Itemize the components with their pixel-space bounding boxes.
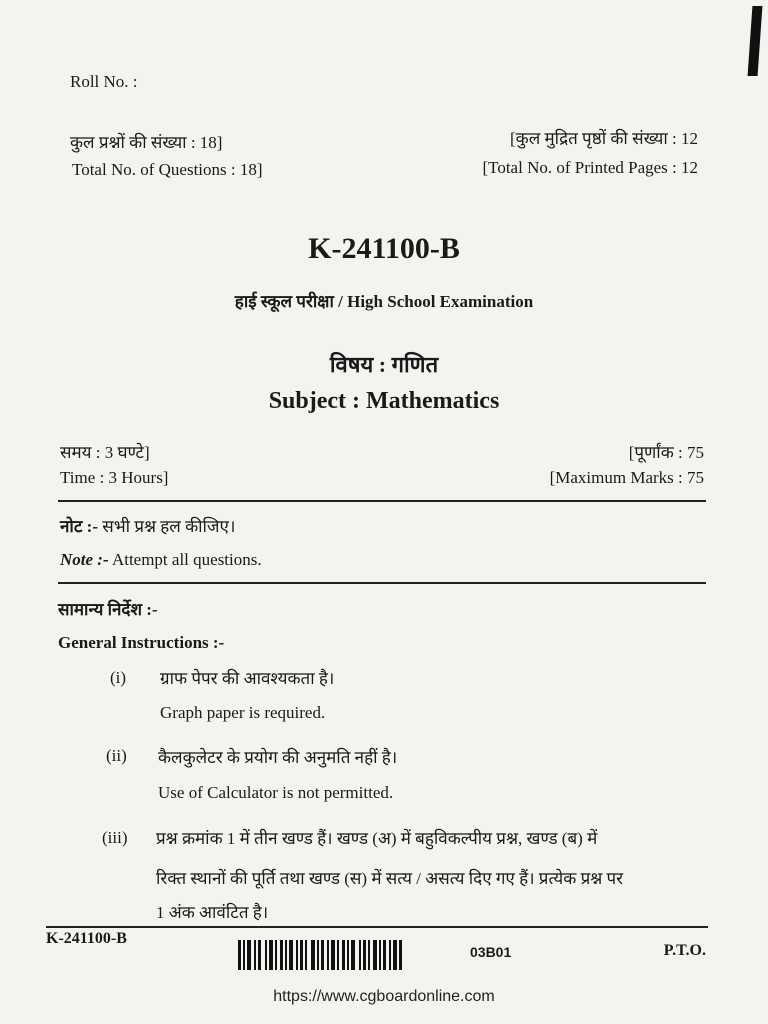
general-heading-english: General Instructions :- <box>58 633 225 652</box>
time-english: Time : 3 Hours] <box>60 468 169 487</box>
paper-code-title: K-241100-B <box>308 232 460 265</box>
total-questions-english: Total No. of Questions : 18] <box>72 160 263 179</box>
divider-top <box>58 500 706 502</box>
printed-pages-english: [Total No. of Printed Pages : 12 <box>482 158 698 177</box>
footer-url: https://www.cgboardonline.com <box>273 988 495 1005</box>
time-hindi: समय : 3 घण्टे] <box>60 443 150 462</box>
marks-hindi: [पूर्णांक : 75 <box>628 443 704 462</box>
pto-label: P.T.O. <box>663 942 706 959</box>
roll-no-label: Roll No. : <box>70 72 138 91</box>
note-label-english: Note :- <box>60 550 109 569</box>
instruction-3-line-3: 1 अंक आवंटित है। <box>156 903 269 922</box>
barcode-code: 03B01 <box>470 944 512 960</box>
note-label-hindi: नोट :- <box>60 517 98 536</box>
instruction-number: (iii) <box>102 828 128 847</box>
general-heading-hindi: सामान्य निर्देश :- <box>58 600 158 619</box>
note-hindi <box>60 514 235 537</box>
instruction-number: (ii) <box>106 746 127 765</box>
instruction-1-english: Graph paper is required. <box>160 703 326 722</box>
footer-paper-code: K-241100-B <box>46 930 127 947</box>
divider-middle <box>58 582 706 584</box>
subject-english: Subject : Mathematics <box>268 388 500 414</box>
divider-footer <box>46 926 708 928</box>
total-questions-hindi: कुल प्रश्नों की संख्या : 18] <box>70 133 223 152</box>
instruction-1-hindi: ग्राफ पेपर की आवश्यकता है। <box>160 669 335 688</box>
marks-english: [Maximum Marks : 75 <box>549 468 704 487</box>
exam-name: हाई स्कूल परीक्षा / High School Examination <box>234 292 534 311</box>
subject-hindi: विषय : गणित <box>329 352 439 377</box>
instruction-3-line-2: रिक्त स्थानों की पूर्ति तथा खण्ड (स) में सत्य / असत्य दिए गए हैं। प्रत्येक प्रश्न पर <box>156 869 624 888</box>
instruction-number: (i) <box>110 668 127 687</box>
instruction-2-english: Use of Calculator is not permitted. <box>158 783 394 802</box>
instruction-2-hindi: कैलकुलेटर के प्रयोग की अनुमति नहीं है। <box>158 748 398 767</box>
scan-edge-mark <box>748 6 763 76</box>
note-english <box>60 550 262 570</box>
note-text-hindi: सभी प्रश्न हल कीजिए। <box>102 517 236 536</box>
instruction-3-line-1: प्रश्न क्रमांक 1 में तीन खण्ड हैं। खण्ड (अ) में बहुविकल्पीय प्रश्न, खण्ड (ब) में <box>156 829 598 848</box>
printed-pages-hindi: [कुल मुद्रित पृष्ठों की संख्या : 12 <box>510 129 698 148</box>
barcode <box>238 940 440 970</box>
note-text-english: Attempt all questions. <box>111 550 262 569</box>
